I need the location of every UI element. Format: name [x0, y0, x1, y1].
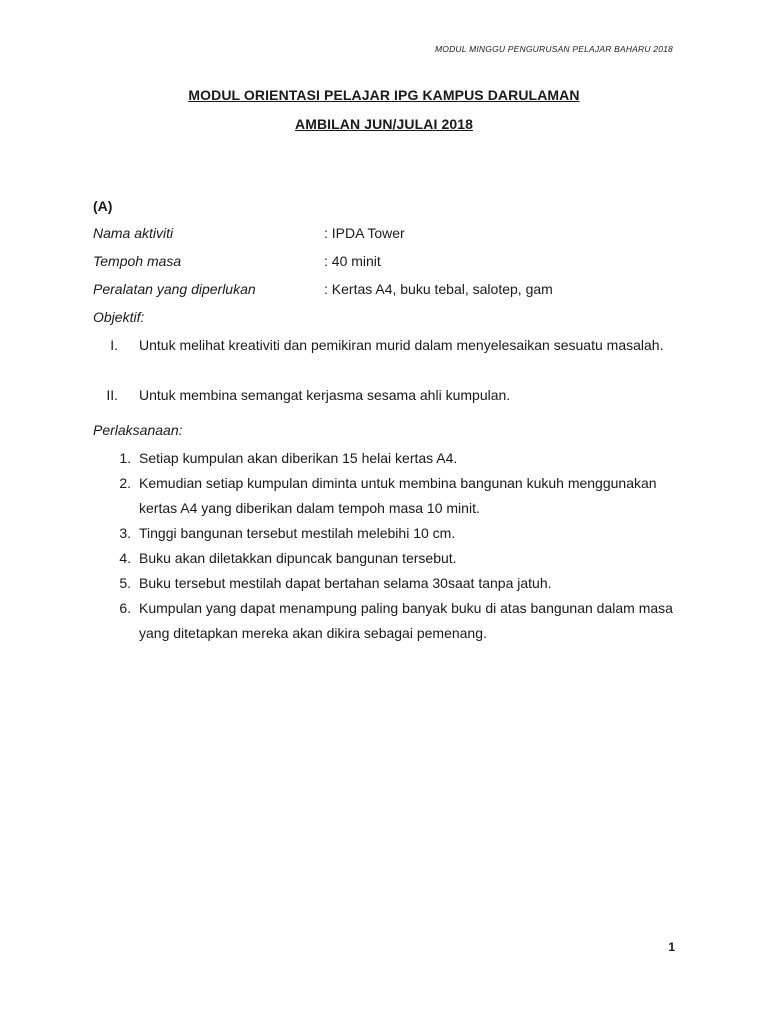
page-number: 1 — [668, 940, 675, 954]
objektif-heading: Objektif: — [93, 309, 145, 325]
list-marker: 1. — [119, 450, 131, 466]
running-header: MODUL MINGGU PENGURUSAN PELAJAR BAHARU 2018 — [434, 44, 673, 54]
list-marker: 4. — [119, 550, 131, 566]
document-title: MODUL ORIENTASI PELAJAR IPG KAMPUS DARULAMAN — [188, 87, 580, 103]
list-text: Tinggi bangunan tersebut mestilah melebihi 10 cm. — [139, 525, 456, 541]
list-text: Buku akan diletakkan dipuncak bangunan tersebut. — [139, 550, 457, 566]
list-marker: 5. — [119, 575, 131, 591]
list-text: Setiap kumpulan akan diberikan 15 helai kertas A4. — [139, 450, 458, 466]
tempoh-masa-value: : 40 minit — [324, 253, 381, 269]
nama-aktiviti-value: : IPDA Tower — [324, 225, 405, 241]
tempoh-masa-label: Tempoh masa — [93, 253, 182, 269]
section-label: (A) — [93, 198, 113, 214]
list-text: Buku tersebut mestilah dapat bertahan selama 30saat tanpa jatuh. — [139, 575, 552, 591]
info-row-tempoh-masa — [93, 253, 693, 273]
list-marker: 6. — [119, 600, 131, 616]
list-marker: 3. — [119, 525, 131, 541]
info-row-peralatan — [93, 281, 693, 301]
peralatan-value: : Kertas A4, buku tebal, salotep, gam — [324, 281, 553, 297]
list-text: Untuk melihat kreativiti dan pemikiran murid dalam menyelesaikan sesuatu masalah. — [139, 337, 664, 353]
peralatan-label: Peralatan yang diperlukan — [93, 281, 256, 297]
perlaksanaan-heading: Perlaksanaan: — [93, 422, 183, 438]
list-marker: I. — [110, 337, 118, 353]
list-text: Kumpulan yang dapat menampung paling banyak buku di atas bangunan dalam masa yang ditetapkan mereka akan dikira sebagai pemenang. — [139, 600, 673, 641]
list-marker: 2. — [119, 475, 131, 491]
list-text: Untuk membina semangat kerjasma sesama ahli kumpulan. — [139, 387, 511, 403]
list-marker: II. — [106, 387, 118, 403]
document-subtitle: AMBILAN JUN/JULAI 2018 — [294, 116, 473, 132]
info-row-nama-aktiviti — [93, 225, 693, 245]
list-text: Kemudian setiap kumpulan diminta untuk membina bangunan kukuh menggunakan kertas A4 yang diberikan dalam tempoh masa 10 minit. — [139, 475, 657, 516]
nama-aktiviti-label: Nama aktiviti — [93, 225, 174, 241]
